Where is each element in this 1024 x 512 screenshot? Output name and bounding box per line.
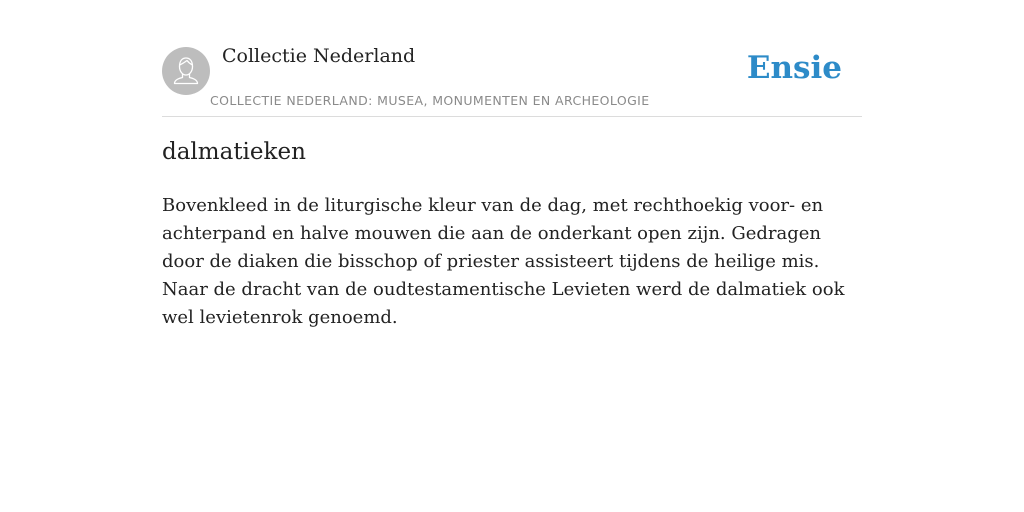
header: [162, 40, 862, 117]
definition-text: Bovenkleed in de liturgische kleur van de dag, met rechthoekig voor- en achterpand en halve mouwen die aan de onderkant open zijn. Gedragen door de diaken die bisschop of priester assisteert tijdens de heilige mis. Naar de dracht van de oudtestamentische Levieten werd de dalmatiek ook wel levietenrok genoemd.: [162, 195, 845, 328]
source-label[interactable]: COLLECTIE NEDERLAND: MUSEA, MONUMENTEN EN ARCHEOLOGIE: [210, 93, 650, 108]
user-silhouette-icon: [162, 47, 210, 95]
author-name[interactable]: Collectie Nederland: [222, 45, 416, 67]
author-avatar[interactable]: [162, 47, 210, 95]
ensie-logo[interactable]: Ensie: [746, 50, 842, 86]
term-title: dalmatieken: [162, 139, 306, 165]
